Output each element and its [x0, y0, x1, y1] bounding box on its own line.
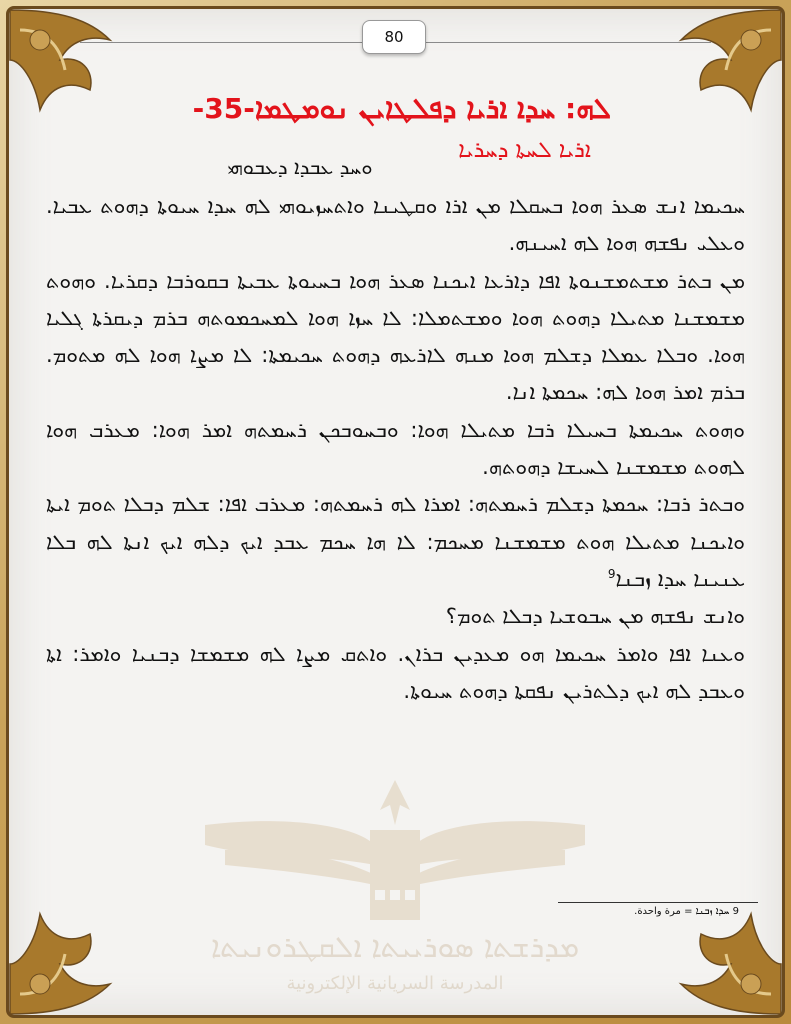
ornament-corner-bottom-right: [621, 854, 791, 1024]
paragraph: [46, 486, 745, 598]
footnote-number: 9: [732, 906, 739, 917]
lesson-subtitle: ܐܪܝܐ ܠܚܬܐ ܕܚܪܝܐ: [458, 138, 591, 163]
paragraph-text: ܘܒܬܪ ܪܒܐ: ܚܟܡܬܐ ܕܫܠܡ ܪܚܡܬܗ: ܐܡܪܐ ܠܗ ܪܚܡܬܗ: ܡܥܪܒ ܐܦܐ: ܫܠܡ ܕܒܠܐ ܬܘܡ ܐܝܬܐ ܘܐܝܟܢܐ ܡܬܝܠܐ ܗܘܬ ܡܫܡܫܢܐ ܡܚܟܡ: ܠܐ ܗܐ ܚܟܡ ܥܒܕ ܐܝܟ ܕܠܗ ܐܝܟ ܐܢܬܐ ܠܗ ܒܠܐ ܥܢܝܢܐ ܚܕܐ ܙܒܢܐ: [46, 492, 745, 591]
ornament-corner-bottom-left: [0, 854, 170, 1024]
footnote-rule: [558, 902, 758, 903]
watermark-syriac-text: ܡܕܪܫܬܐ ܣܘܪܝܝܬܐ ܐܠܩܛܪܘܢܝܬܐ: [210, 930, 580, 965]
footnote: [439, 906, 739, 917]
footnote-text: ܚܕܐ ܙܒܢܐ = مرة واحدة.: [634, 906, 730, 917]
school-logo-watermark: [205, 770, 585, 1000]
page-number: 80: [362, 20, 426, 54]
watermark-arabic-text: المدرسة السريانية الإلكترونية: [286, 973, 504, 994]
paragraph: ܘܗܘܬ ܚܟܝܡܬܐ ܒܚܝܠܐ ܪܒܐ ܡܬܝܠܐ ܗܘܐ: ܘܒܚܘܒܟܢ ܪܚܡܬܗ ܐܡܪ ܗܘܐ: ܡܥܪܒ ܗܘܐ ܠܗܘܬ ܡܫܡܫܢܐ ܠܚܝܫܐ ܕܗܘܬܗ.: [46, 417, 745, 480]
lesson-subtitle-secondary: ܘܚܕ ܥܒܕܐ ܕܥܒܘܗܝ: [227, 155, 373, 179]
ornament-corner-top-right: [621, 0, 791, 170]
paragraph: ܘܐܢܫ ܢܦܫܗ ܡܢ ܚܒܘܫܝܐ ܕܒܠܐ ܬܘܡ؟: [445, 604, 745, 629]
paragraph: ܚܟܝܡܐ ܐܢܫ ܣܥܪ ܗܘܐ ܒܚܩܠܐ ܡܢ ܐܪܐ ܘܩܛܝܢܐ ܘܐܬܚܙܝܘܗܝ ܠܗ ܚܕܐ ܚܝܘܬܐ ܕܗܘܬ ܥܒܝܐ. ܘܥܠܝ ܢܦܫܗ ܗܘܐ ܠܗ ܐܚܝܢܗ.: [46, 194, 745, 256]
paragraph: ܡܢ ܒܬܪ ܡܫܬܡܫܢܘܬܐ ܐܦܐ ܕܐܪܥܐ ܐܝܟܢܐ ܣܥܪ ܗܘܐ ܒܚܝܘܬܐ ܥܒܝܬܐ ܒܩܘܪܒܐ ܕܩܪܝܐ. ܘܗܘܬ ܡܫܡܫܢܐ ܡܬܝܠܐ ܕܗܘܬ ܗܘܐ ܘܡܫܬܡܠܐ: ܠܐ ܚܙܐ ܗܘܐ ܠܡܚܟܡܘܬܗ ܒܪܡ ܕܝܩܪܬܐ ܓܠܝܐ ܗܘܐ. ܘܒܠܐ ܥܡܠܐ ܕܫܠܡ ܗܘܐ ܡܢܗ ܠܐܪܥܗ ܕܗܘܬ ܚܟܝܡܬܐ: ܠܐ ܡܨܐ ܗܘܐ ܠܗ ܡܬܘܡ. ܒܪܡ ܐܡܪ ܗܘܐ ܠܗ: ܚܟܡܬܐ ܐܢܐ.: [46, 268, 745, 405]
ornament-corner-top-left: [0, 0, 170, 170]
footnote-reference: 9: [607, 566, 616, 581]
story-body: [46, 188, 745, 710]
paragraph: ܘܥܢܐ ܐܦܐ ܘܐܡܪ ܚܟܝܡܐ ܗܘ ܡܥܕܝܢ ܒܪܐܢ. ܘܐܬܩ ܡܨܐ ܠܗ ܡܫܡܫܐ ܕܒܢܝܐ ܘܐܡܪ: ܐܬܐ ܘܥܒܕ ܠܗ ܐܝܟ ܕܠܬܪܝܢ ܢܦܩܬܐ ܕܗܘܬ ܚܝܘܬܐ.: [46, 641, 745, 703]
lesson-title: ܠܗ: ܚܕܐ ܐܪܝܐ ܕܦܠܛܐܝܢ ܢܘܡܛܡܐ-35-: [192, 92, 611, 125]
